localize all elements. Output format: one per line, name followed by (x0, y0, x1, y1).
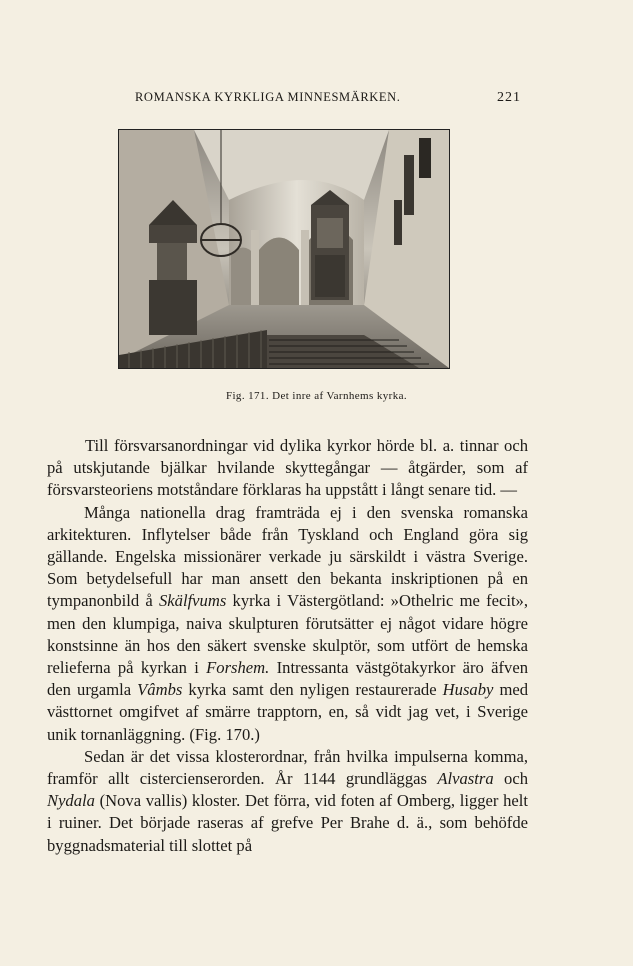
place-name: Husaby (442, 680, 494, 700)
body-text (47, 435, 528, 857)
figure-caption: Fig. 171. Det inre af Varnhems kyrka. (225, 390, 408, 402)
church-interior-illustration (119, 130, 449, 368)
paragraph (47, 746, 528, 857)
text-run: kyrka samt den nyligen restaurerade (182, 680, 443, 700)
paragraph (47, 435, 528, 502)
text-run: med västtornet omgifvet af smärre trapptorn, en, så vidt jag vet, i Sverige unik tornanläggning. (Fig. 170.) (47, 680, 529, 744)
text-run: Intressanta västgötakyrkor äro äfven den urgamla (47, 658, 529, 700)
text-run: Till försvarsanordningar vid dylika kyrkor hörde bl. a. tinnar och på utskjutande bjälkar hvilande skyttegångar — åtgärder, som af försvarsteoriens motståndare förklaras ha uppstått i långt senare tid. — (47, 436, 528, 500)
text-run: Många nationella drag framträda ej i den svenska romanska arkitekturen. Inflytelser både från Tyskland och England göra sig gällande. Engelska missionärer verkade ju särskildt i västra Sverige. Som betydelsefull har man ansett den bekanta inskriptionen på en tympanonbild å (47, 502, 528, 611)
page-number: 221 (497, 90, 521, 105)
paragraph (47, 502, 528, 746)
text-run: (Nova vallis) kloster. Det förra, vid foten af Omberg, ligger helt i ruiner. Det började raseras af grefve Per Brahe d. ä., som behöfde byggnadsmaterial till slottet på (47, 791, 528, 855)
page-header (0, 90, 633, 110)
place-name: Skälfvums (159, 591, 227, 611)
place-name: Alvastra (437, 769, 494, 789)
running-title: ROMANSKA KYRKLIGA MINNESMÄRKEN. (135, 90, 401, 104)
text-run: Sedan är det vissa klosterordnar, från hvilka impulserna komma, framför allt cistercienserorden. År 1144 grundläggas (47, 746, 528, 789)
text-run: kyrka i Västergötland: »Othelric me fecit», men den klumpiga, naiva skulpturen förutsätter ej något vidare högre konstsinne än hos den säkert svenske skulptör, som utfört de hemska relieferna på kyrkan i (47, 591, 528, 678)
place-name: Vâmbs (137, 680, 183, 700)
place-name: Forshem. (206, 658, 270, 678)
church-interior-photo (118, 129, 450, 369)
place-name: Nydala (47, 791, 95, 811)
text-run: och (493, 769, 528, 789)
